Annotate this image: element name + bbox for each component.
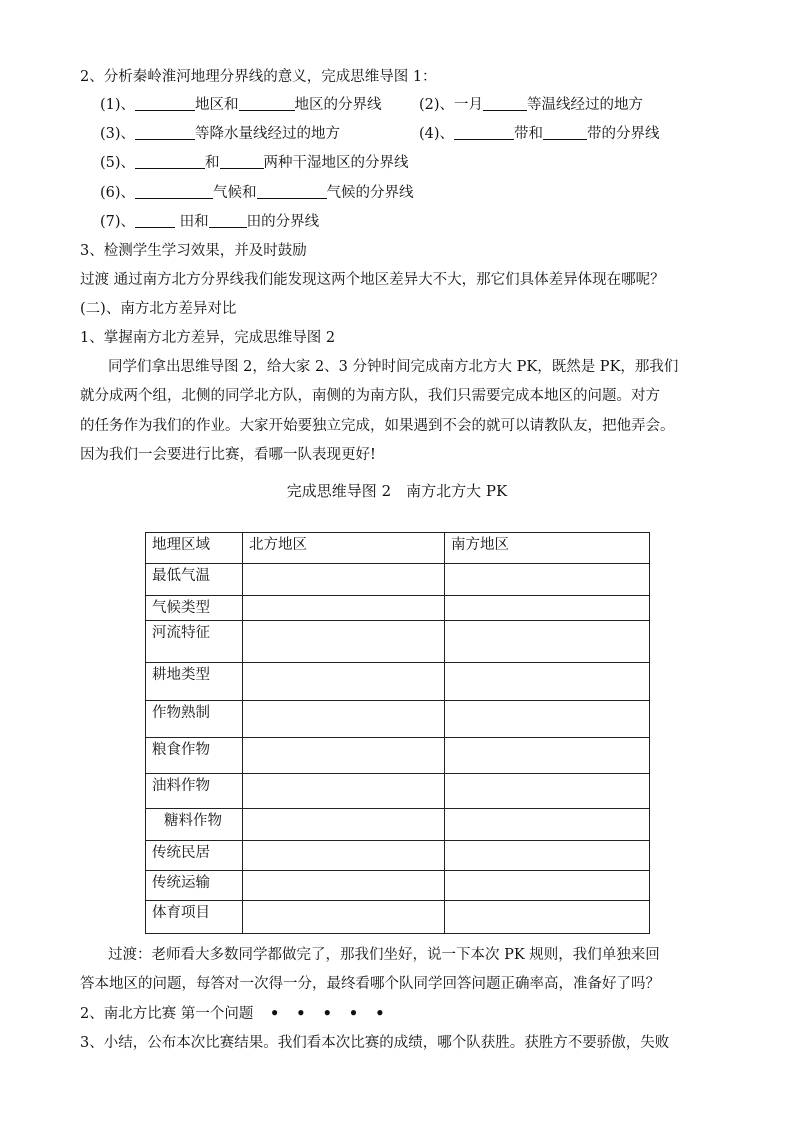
competition-line: 2、南北方比赛 第一个问题 • • • • •: [80, 1005, 391, 1022]
row-label: 作物熟制: [146, 701, 243, 738]
answer-cell[interactable]: [445, 596, 650, 621]
transition-text-2-line-1: 过渡：老师看大多数同学都做完了，那我们坐好，说一下本次 PK 规则，我们单独来回: [108, 947, 660, 963]
answer-cell[interactable]: [445, 871, 650, 901]
answer-cell[interactable]: [445, 774, 650, 809]
paragraph-line-1: 同学们拿出思维导图 2，给大家 2、3 分钟时间完成南方北方大 PK，既然是 PK，那我们: [108, 359, 679, 375]
blank-item-4: (4)、 带和 带的分界线: [419, 126, 660, 142]
fill-blank[interactable]: [454, 124, 514, 140]
table-row: [146, 564, 650, 596]
ellipsis-dots: • • • • •: [269, 1005, 391, 1022]
fill-blank[interactable]: [220, 153, 264, 169]
answer-cell[interactable]: [243, 774, 445, 809]
answer-cell[interactable]: [243, 663, 445, 701]
fill-blank[interactable]: [135, 124, 195, 140]
table-header-row: [146, 533, 650, 564]
answer-cell[interactable]: [445, 738, 650, 774]
answer-cell[interactable]: [243, 596, 445, 621]
row-label: 河流特征: [146, 621, 243, 663]
table-row: [146, 738, 650, 774]
summary-line: 3、小结，公布本次比赛结果。我们看本次比赛的成绩，哪个队获胜。获胜方不要骄傲，失败: [80, 1035, 670, 1051]
header-cell: 地理区域: [146, 533, 243, 564]
table-row: [146, 871, 650, 901]
table-row: [146, 596, 650, 621]
answer-cell[interactable]: [243, 809, 445, 841]
answer-cell[interactable]: [445, 621, 650, 663]
answer-cell[interactable]: [243, 564, 445, 596]
answer-cell[interactable]: [243, 841, 445, 871]
table-row: [146, 901, 650, 934]
fill-blank[interactable]: [209, 212, 247, 228]
pk-table: [145, 532, 650, 934]
row-label: 传统运输: [146, 871, 243, 901]
table-row: [146, 701, 650, 738]
answer-cell[interactable]: [445, 841, 650, 871]
row-label: 油料作物: [146, 774, 243, 809]
row-label: 最低气温: [146, 564, 243, 596]
section-2-heading: 2、分析秦岭淮河地理分界线的意义，完成思维导图 1：: [80, 69, 437, 85]
paragraph-line-2: 就分成两个组，北侧的同学北方队，南侧的为南方队，我们只需要完成本地区的问题。对方: [80, 388, 660, 404]
row-label: 传统民居: [146, 841, 243, 871]
fill-blank[interactable]: [135, 212, 175, 228]
blank-item-2: (2)、一月 等温线经过的地方: [419, 97, 644, 113]
fill-blank[interactable]: [135, 153, 205, 169]
answer-cell[interactable]: [445, 564, 650, 596]
answer-cell[interactable]: [243, 621, 445, 663]
fill-blank[interactable]: [135, 95, 195, 111]
row-label: 耕地类型: [146, 663, 243, 701]
header-cell: 南方地区: [445, 533, 650, 564]
answer-cell[interactable]: [243, 738, 445, 774]
table-row: [146, 621, 650, 663]
table-title: 完成思维导图 2 南方北方大 PK: [286, 482, 508, 500]
blank-item-6: (6)、 气候和 气候的分界线: [100, 185, 414, 201]
row-label: 气候类型: [146, 596, 243, 621]
fill-blank[interactable]: [543, 124, 587, 140]
answer-cell[interactable]: [243, 701, 445, 738]
section-3-heading: 3、检测学生学习效果，并及时鼓励: [80, 243, 307, 259]
row-label: 体育项目: [146, 901, 243, 934]
answer-cell[interactable]: [445, 701, 650, 738]
fill-blank[interactable]: [135, 183, 213, 199]
answer-cell[interactable]: [243, 901, 445, 934]
table-row: [146, 809, 650, 841]
fill-blank[interactable]: [257, 183, 327, 199]
answer-cell[interactable]: [445, 809, 650, 841]
paragraph-line-4: 因为我们一会要进行比赛，看哪一队表现更好!: [80, 447, 376, 463]
fill-blank[interactable]: [483, 95, 527, 111]
section-heading-2: (二)、南方北方差异对比: [80, 301, 237, 317]
table-row: [146, 663, 650, 701]
table-row: [146, 774, 650, 809]
blank-item-3: (3)、 等降水量线经过的地方: [100, 126, 341, 142]
paragraph-line-3: 的任务作为我们的作业。大家开始要独立完成，如果遇到不会的就可以请教队友，把他弄会。: [80, 418, 675, 434]
answer-cell[interactable]: [243, 871, 445, 901]
blank-item-1: (1)、 地区和 地区的分界线: [100, 97, 382, 113]
answer-cell[interactable]: [445, 901, 650, 934]
transition-text-2-line-2: 答本地区的问题，每答对一次得一分，最终看哪个队同学回答问题正确率高，准备好了吗？: [80, 976, 660, 992]
table-row: [146, 841, 650, 871]
header-cell: 北方地区: [243, 533, 445, 564]
fill-blank[interactable]: [239, 95, 295, 111]
blank-item-7: (7)、 田和 田的分界线: [100, 214, 320, 230]
row-label: 粮食作物: [146, 738, 243, 774]
step-1-heading: 1、掌握南方北方差异，完成思维导图 2: [80, 330, 336, 346]
blank-item-5: (5)、 和 两种干湿地区的分界线: [100, 155, 409, 171]
answer-cell[interactable]: [445, 663, 650, 701]
row-label: 糖料作物: [146, 809, 243, 841]
transition-text: 过渡 通过南方北方分界线我们能发现这两个地区差异大不大，那它们具体差异体现在哪呢？: [80, 272, 665, 288]
